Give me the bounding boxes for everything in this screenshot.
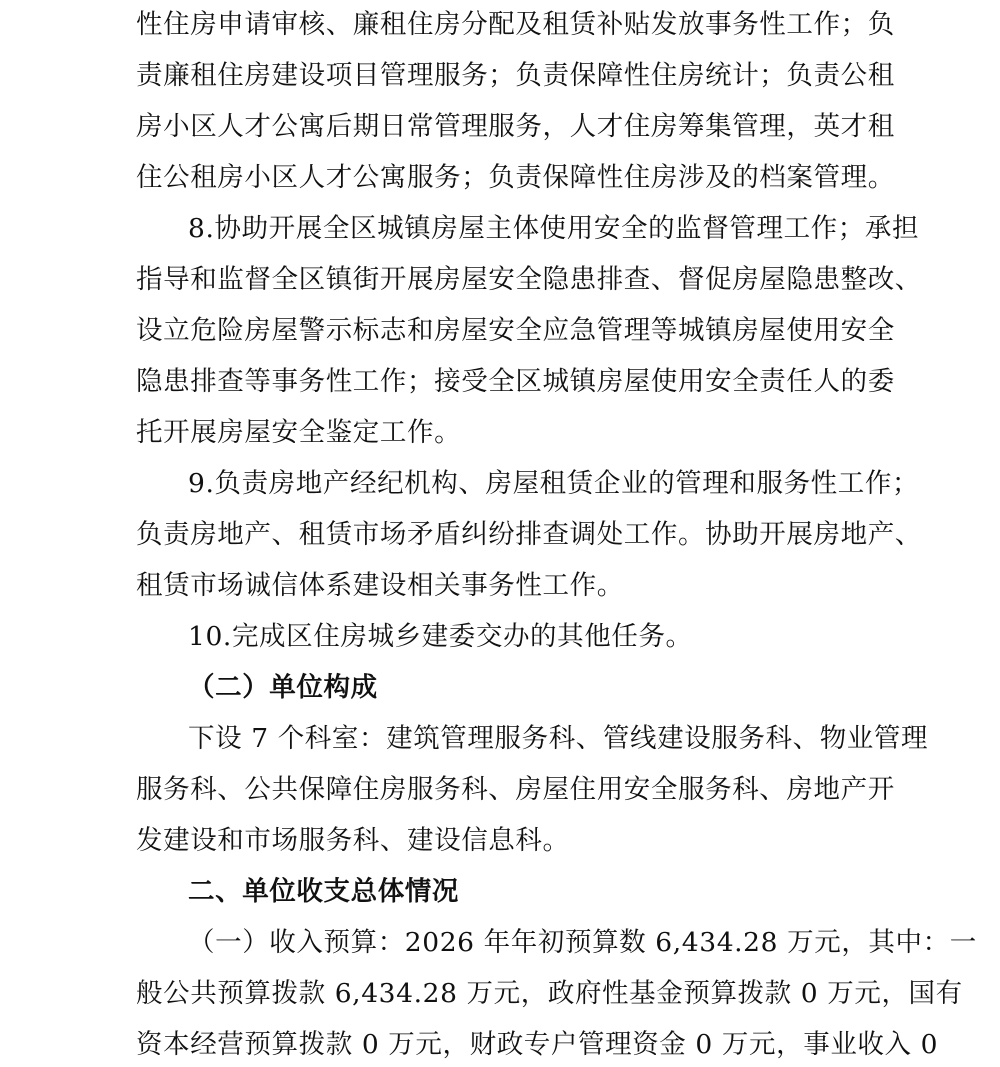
- text-line: 资本经营预算拨款 0 万元，财政专户管理资金 0 万元，事业收入 0: [136, 1029, 939, 1060]
- text-line: 般公共预算拨款 6,434.28 万元，政府性基金预算拨款 0 万元，国有: [136, 978, 963, 1009]
- text-line: 指导和监督全区镇街开展房屋安全隐患排查、督促房屋隐患整改、: [136, 264, 922, 295]
- text-line: 负责房地产、租赁市场矛盾纠纷排查调处工作。协助开展房地产、: [136, 519, 922, 550]
- text-line: 下设 7 个科室：建筑管理服务科、管线建设服务科、物业管理: [188, 723, 929, 754]
- text-line: 10.完成区住房城乡建委交办的其他任务。: [188, 621, 693, 652]
- text-line: 住公租房小区人才公寓服务；负责保障性住房涉及的档案管理。: [136, 162, 895, 193]
- text-line: （一）收入预算：2026 年年初预算数 6,434.28 万元，其中：一: [188, 927, 977, 958]
- text-line: 房小区人才公寓后期日常管理服务，人才住房筹集管理，英才租: [136, 111, 895, 142]
- text-line: 责廉租住房建设项目管理服务；负责保障性住房统计；负责公租: [136, 60, 895, 91]
- text-line: 性住房申请审核、廉租住房分配及租赁补贴发放事务性工作；负: [136, 9, 895, 40]
- text-line: 设立危险房屋警示标志和房屋安全应急管理等城镇房屋使用安全: [136, 315, 895, 346]
- text-line: 8.协助开展全区城镇房屋主体使用安全的监督管理工作；承担: [188, 213, 920, 244]
- text-line: 发建设和市场服务科、建设信息科。: [136, 825, 570, 856]
- text-line: 9.负责房地产经纪机构、房屋租赁企业的管理和服务性工作；: [188, 468, 920, 499]
- section-heading: （二）单位构成: [188, 672, 378, 703]
- text-line: 服务科、公共保障住房服务科、房屋住用安全服务科、房地产开: [136, 774, 895, 805]
- text-line: 租赁市场诚信体系建设相关事务性工作。: [136, 570, 624, 601]
- chapter-heading: 二、单位收支总体情况: [188, 876, 459, 907]
- text-line: 隐患排查等事务性工作；接受全区城镇房屋使用安全责任人的委: [136, 366, 895, 397]
- text-line: 托开展房屋安全鉴定工作。: [136, 417, 462, 448]
